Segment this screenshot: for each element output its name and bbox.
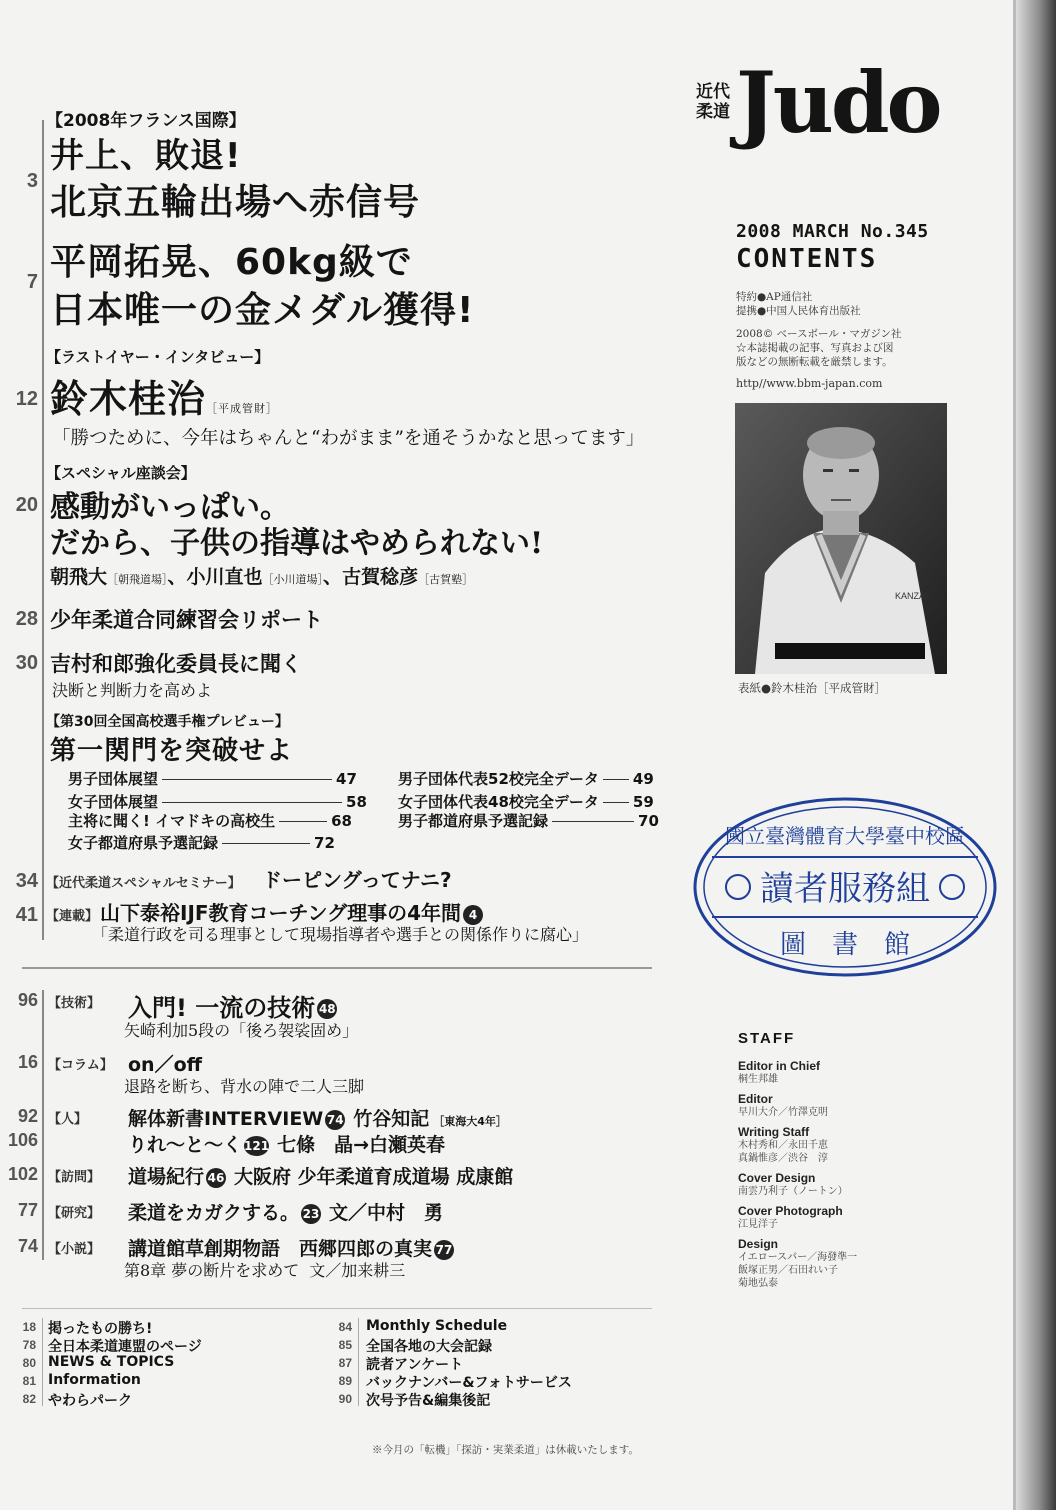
- series-title-2[interactable]: [128, 1130, 445, 1157]
- item-label: 男子団体展望: [68, 770, 159, 788]
- item-page: 68: [331, 812, 352, 830]
- footer-item[interactable]: NEWS & TOPICS: [48, 1354, 175, 1370]
- page-num-30: 30: [15, 652, 38, 674]
- person-ogawa: 小川直也: [186, 566, 263, 588]
- page-num-41: 41: [15, 904, 38, 926]
- footer-item[interactable]: バックナンバー&フォトサービス: [366, 1375, 572, 1391]
- section-divider: [22, 967, 652, 969]
- staff-heading: STAFF: [738, 1030, 796, 1047]
- staff-roles: [738, 1059, 998, 1290]
- leader-line: [222, 843, 310, 844]
- person-koga-affil: ［古賀塾］: [418, 573, 474, 586]
- series-affil: ［東海大4年］: [433, 1115, 507, 1128]
- page-num-7: 7: [26, 271, 38, 293]
- staff-role-title: Writing Staff: [738, 1125, 810, 1139]
- series-tag: 【研究】: [48, 1206, 101, 1221]
- series-title-b: 大阪府 少年柔道育成道場 成康館: [234, 1166, 514, 1188]
- credit-ap: 特約●AP通信社: [736, 291, 813, 303]
- series-sub-b: 文／加来耕三: [309, 1261, 406, 1280]
- cover-caption: 表紙●鈴木桂治［平成管財］: [738, 681, 887, 695]
- a2-title-2[interactable]: 日本唯一の金メダル獲得!: [50, 290, 475, 331]
- leader-line: [162, 802, 342, 803]
- cover-photo: [735, 403, 947, 674]
- a4-title-1[interactable]: 感動がいっぱい。: [50, 490, 290, 525]
- judoka-illustration: [735, 403, 947, 674]
- website-url[interactable]: http//www.bbm-japan.com: [736, 377, 883, 390]
- footer-page: 85: [338, 1338, 352, 1352]
- a7-title[interactable]: 第一関門を突破せよ: [50, 736, 294, 766]
- item-label: 主将に聞く! イマドキの高校生: [68, 812, 276, 830]
- series-title[interactable]: [128, 1198, 443, 1225]
- leader-line: [603, 802, 629, 803]
- item-label: 女子団体代表48校完全データ: [398, 793, 599, 811]
- series-tag: 【訪問】: [48, 1170, 101, 1185]
- series-sub: [124, 1018, 358, 1041]
- series-title[interactable]: [128, 1050, 202, 1077]
- contents-heading: CONTENTS: [736, 244, 878, 274]
- a6-title[interactable]: 吉村和郎強化委員長に聞く: [50, 652, 302, 676]
- person-asahi: 朝飛大: [50, 566, 108, 588]
- a7-header: 【第30回全国高校選手権プレビュー】: [46, 714, 289, 730]
- staff-role-title: Editor: [738, 1092, 773, 1106]
- item-page: 70: [638, 812, 659, 830]
- a9-tag: 【連載】: [46, 909, 99, 924]
- footer-page: 18: [22, 1320, 36, 1334]
- logo-judo: Judo: [736, 53, 940, 152]
- staff-role-names: 南雲乃利子（ノートン）: [738, 1186, 848, 1197]
- staff-role-names: 早川大介／竹澤克明: [738, 1107, 828, 1118]
- issue-line: 2008 MARCH No.345: [736, 221, 929, 242]
- a3-quote: 「勝つために、今年はちゃんと“わがまま”を通そうかなと思ってます」: [52, 428, 645, 449]
- series-title2-text: りれ～と～く: [128, 1134, 243, 1156]
- staff-role-title: Editor in Chief: [738, 1059, 820, 1073]
- series-sub: [124, 1074, 364, 1097]
- footer-rule-right: [358, 1318, 359, 1406]
- footer-rule-left: [42, 1318, 43, 1406]
- series-title-b: 文／中村 勇: [329, 1202, 444, 1224]
- stamp-graphic: [690, 795, 1000, 980]
- footer-item[interactable]: Monthly Schedule: [366, 1318, 508, 1334]
- series-page: 74: [17, 1236, 38, 1256]
- footer-page: 82: [22, 1392, 36, 1406]
- page-num-3: 3: [26, 170, 38, 192]
- page-num-20: 20: [15, 494, 38, 516]
- library-stamp: [690, 795, 1000, 980]
- footer-page: 84: [338, 1320, 352, 1334]
- a3-affil: ［平成管財］: [206, 402, 279, 415]
- series-sub-text: 退路を断ち、背水の陣で二人三脚: [124, 1077, 365, 1096]
- series-number-2: 121: [244, 1136, 269, 1156]
- item-page: 47: [336, 770, 357, 788]
- series-title[interactable]: [128, 1162, 513, 1189]
- staff-role-title: Cover Photograph: [738, 1204, 843, 1218]
- footer-item[interactable]: Information: [48, 1372, 141, 1388]
- masthead-logo: [696, 52, 956, 162]
- a3-header: 【ラストイヤー・インタビュー】: [46, 348, 270, 366]
- a6-sub: 決断と判断力を高めよ: [52, 681, 213, 700]
- leader-line: [279, 821, 327, 822]
- leader-line: [162, 779, 332, 780]
- series-page: 96: [17, 990, 38, 1010]
- a7-left-item[interactable]: [68, 768, 357, 789]
- item-label: 男子団体代表52校完全データ: [398, 770, 599, 788]
- a3-title-name: 鈴木桂治: [50, 377, 207, 421]
- a1-title-2[interactable]: 北京五輪出場へ赤信号: [50, 182, 421, 223]
- staff-role-names: イエロースパー／海發準一 飯塚正男／石田れい子 菊地弘泰: [738, 1252, 858, 1289]
- series-title-text: 解体新書INTERVIEW: [128, 1108, 324, 1130]
- a8-title[interactable]: ドーピングってナニ?: [262, 868, 452, 892]
- person-koga: 古賀稔彦: [342, 566, 419, 588]
- series-page: 102: [7, 1164, 38, 1184]
- series-sub-text: 矢崎利加5段の「後ろ袈裟固め」: [124, 1021, 359, 1040]
- a1-title-1[interactable]: 井上、敗退!: [50, 136, 242, 176]
- series-title[interactable]: [128, 1234, 456, 1261]
- toc-rule-2: [42, 990, 44, 1260]
- a8-tag: 【近代柔道スペシャルセミナー】: [46, 876, 241, 891]
- series-page: 92: [17, 1106, 38, 1126]
- series-sub: [124, 1258, 405, 1281]
- series-title-text: 柔道をカガクする。: [128, 1202, 300, 1224]
- credits: [736, 290, 902, 391]
- copyright-1: 2008© ベースボール・マガジン社: [736, 328, 902, 340]
- footer-page: 89: [338, 1374, 352, 1388]
- footer-item[interactable]: 掲ったもの勝ち!: [48, 1321, 153, 1337]
- a9-title-text: 山下泰裕IJF教育コーチング理事の4年間: [100, 901, 462, 925]
- a3-title[interactable]: [50, 368, 278, 423]
- toc-rule-1: [42, 120, 44, 940]
- page-num-28: 28: [15, 608, 38, 630]
- sep-2: 、: [323, 566, 343, 588]
- footnote: ※今月の「転機」「探訪・実業柔道」は休載いたします。: [372, 1444, 639, 1456]
- footer-page: 87: [338, 1356, 352, 1370]
- staff-role-names: 木村秀和／永田千恵 真鍋惟彦／渋谷 淳: [738, 1140, 828, 1164]
- footer-item[interactable]: 次号予告&編集後記: [366, 1393, 491, 1409]
- a5-title[interactable]: 少年柔道合同練習会リポート: [50, 608, 323, 632]
- copyright-2: ☆本誌掲載の記事、写真および図: [736, 342, 894, 354]
- series-tag: 【コラム】: [48, 1058, 113, 1073]
- series-title[interactable]: [128, 1104, 507, 1131]
- footer-item[interactable]: やわらパーク: [48, 1393, 132, 1409]
- a7-left-item[interactable]: [68, 791, 367, 812]
- page-num-34: 34: [15, 870, 38, 892]
- series-tag: 【技術】: [48, 996, 101, 1011]
- footer-item[interactable]: 全国各地の大会記録: [366, 1339, 492, 1355]
- series-sub-text: 第8章 夢の断片を求めて: [124, 1261, 300, 1280]
- a9-quote: 「柔道行政を司る理事として現場指導者や選手との関係作りに腐心」: [92, 925, 589, 944]
- footer-item[interactable]: 全日本柔道連盟のページ: [48, 1339, 202, 1355]
- item-label: 男子都道府県予選記録: [398, 812, 549, 830]
- a4-title-2[interactable]: だから、子供の指導はやめられない!: [50, 526, 544, 561]
- person-ogawa-affil: ［小川道場］: [262, 573, 324, 586]
- item-label: 女子団体展望: [68, 793, 159, 811]
- series-title-text: on／off: [128, 1054, 203, 1076]
- series-title-b: 竹谷知記: [353, 1108, 430, 1130]
- item-page: 49: [632, 770, 654, 788]
- stamp-middle: 讀者服務組: [760, 869, 930, 909]
- logo-small-2: 柔道: [696, 102, 730, 122]
- a4-header: 【スペシャル座談会】: [46, 464, 196, 482]
- series-tag: 【人】: [48, 1112, 88, 1127]
- person-asahi-affil: ［朝飛道場］: [107, 573, 168, 586]
- staff-role-names: 江見洋子: [738, 1219, 778, 1230]
- stamp-bottom: 圖 書 館: [779, 930, 911, 960]
- series-number: 23: [301, 1204, 321, 1224]
- series-page: 77: [17, 1200, 38, 1220]
- a2-title-1[interactable]: 平岡拓晃、60kg級で: [50, 242, 413, 283]
- series-tag: 【小説】: [48, 1242, 101, 1257]
- series-number: 46: [206, 1168, 226, 1188]
- series-page-2: 106: [7, 1130, 38, 1150]
- series-title-text: 道場紀行: [128, 1166, 205, 1188]
- footer-page: 78: [22, 1338, 36, 1352]
- a4-people: [50, 562, 473, 589]
- sep-1: 、: [167, 566, 187, 588]
- page-num-12: 12: [15, 388, 38, 410]
- series-title2-b: 七條 晶→白瀬英春: [277, 1134, 445, 1156]
- staff-role-title: Design: [738, 1237, 779, 1251]
- staff-role-title: Cover Design: [738, 1171, 816, 1185]
- item-page: 58: [346, 793, 367, 811]
- a7-right-item[interactable]: [398, 810, 659, 831]
- a7-right-item[interactable]: [398, 791, 654, 812]
- leader-line: [552, 821, 634, 822]
- staff-box: [738, 1030, 998, 1296]
- staff-role-names: 桐生邦雄: [738, 1074, 778, 1085]
- footer-page: 81: [22, 1374, 36, 1388]
- a7-left-item[interactable]: [68, 832, 335, 853]
- a9-number: 4: [463, 905, 483, 925]
- stamp-top: 國立臺灣體育大學臺中校區: [725, 824, 965, 848]
- page-edge: [1016, 0, 1056, 1510]
- footer-divider: [22, 1308, 652, 1309]
- item-page: 72: [314, 834, 335, 852]
- leader-line: [603, 779, 629, 780]
- item-label: 女子都道府県予選記録: [68, 834, 219, 852]
- svg-text:KANZAI: KANZAI: [895, 591, 928, 601]
- series-title-text: 入門! 一流の技術: [128, 994, 316, 1022]
- copyright-3: 版などの無断転載を厳禁します。: [736, 356, 893, 368]
- series-number: 77: [434, 1240, 454, 1260]
- a7-left-item[interactable]: [68, 810, 352, 831]
- item-page: 59: [632, 793, 654, 811]
- a1-header: 【2008年フランス国際】: [46, 111, 246, 131]
- series-number: 74: [325, 1110, 345, 1130]
- footer-item[interactable]: 読者アンケート: [366, 1357, 464, 1373]
- credit-china: 提携●中国人民体育出版社: [736, 305, 861, 317]
- footer-page: 90: [338, 1392, 352, 1406]
- logo-small-1: 近代: [696, 82, 730, 102]
- footer-page: 80: [22, 1356, 36, 1370]
- series-number: 48: [317, 999, 337, 1019]
- series-title-text: 講道館草創期物語 西郷四郎の真実: [128, 1238, 433, 1260]
- series-page: 16: [17, 1052, 38, 1072]
- a7-right-item[interactable]: [398, 768, 654, 789]
